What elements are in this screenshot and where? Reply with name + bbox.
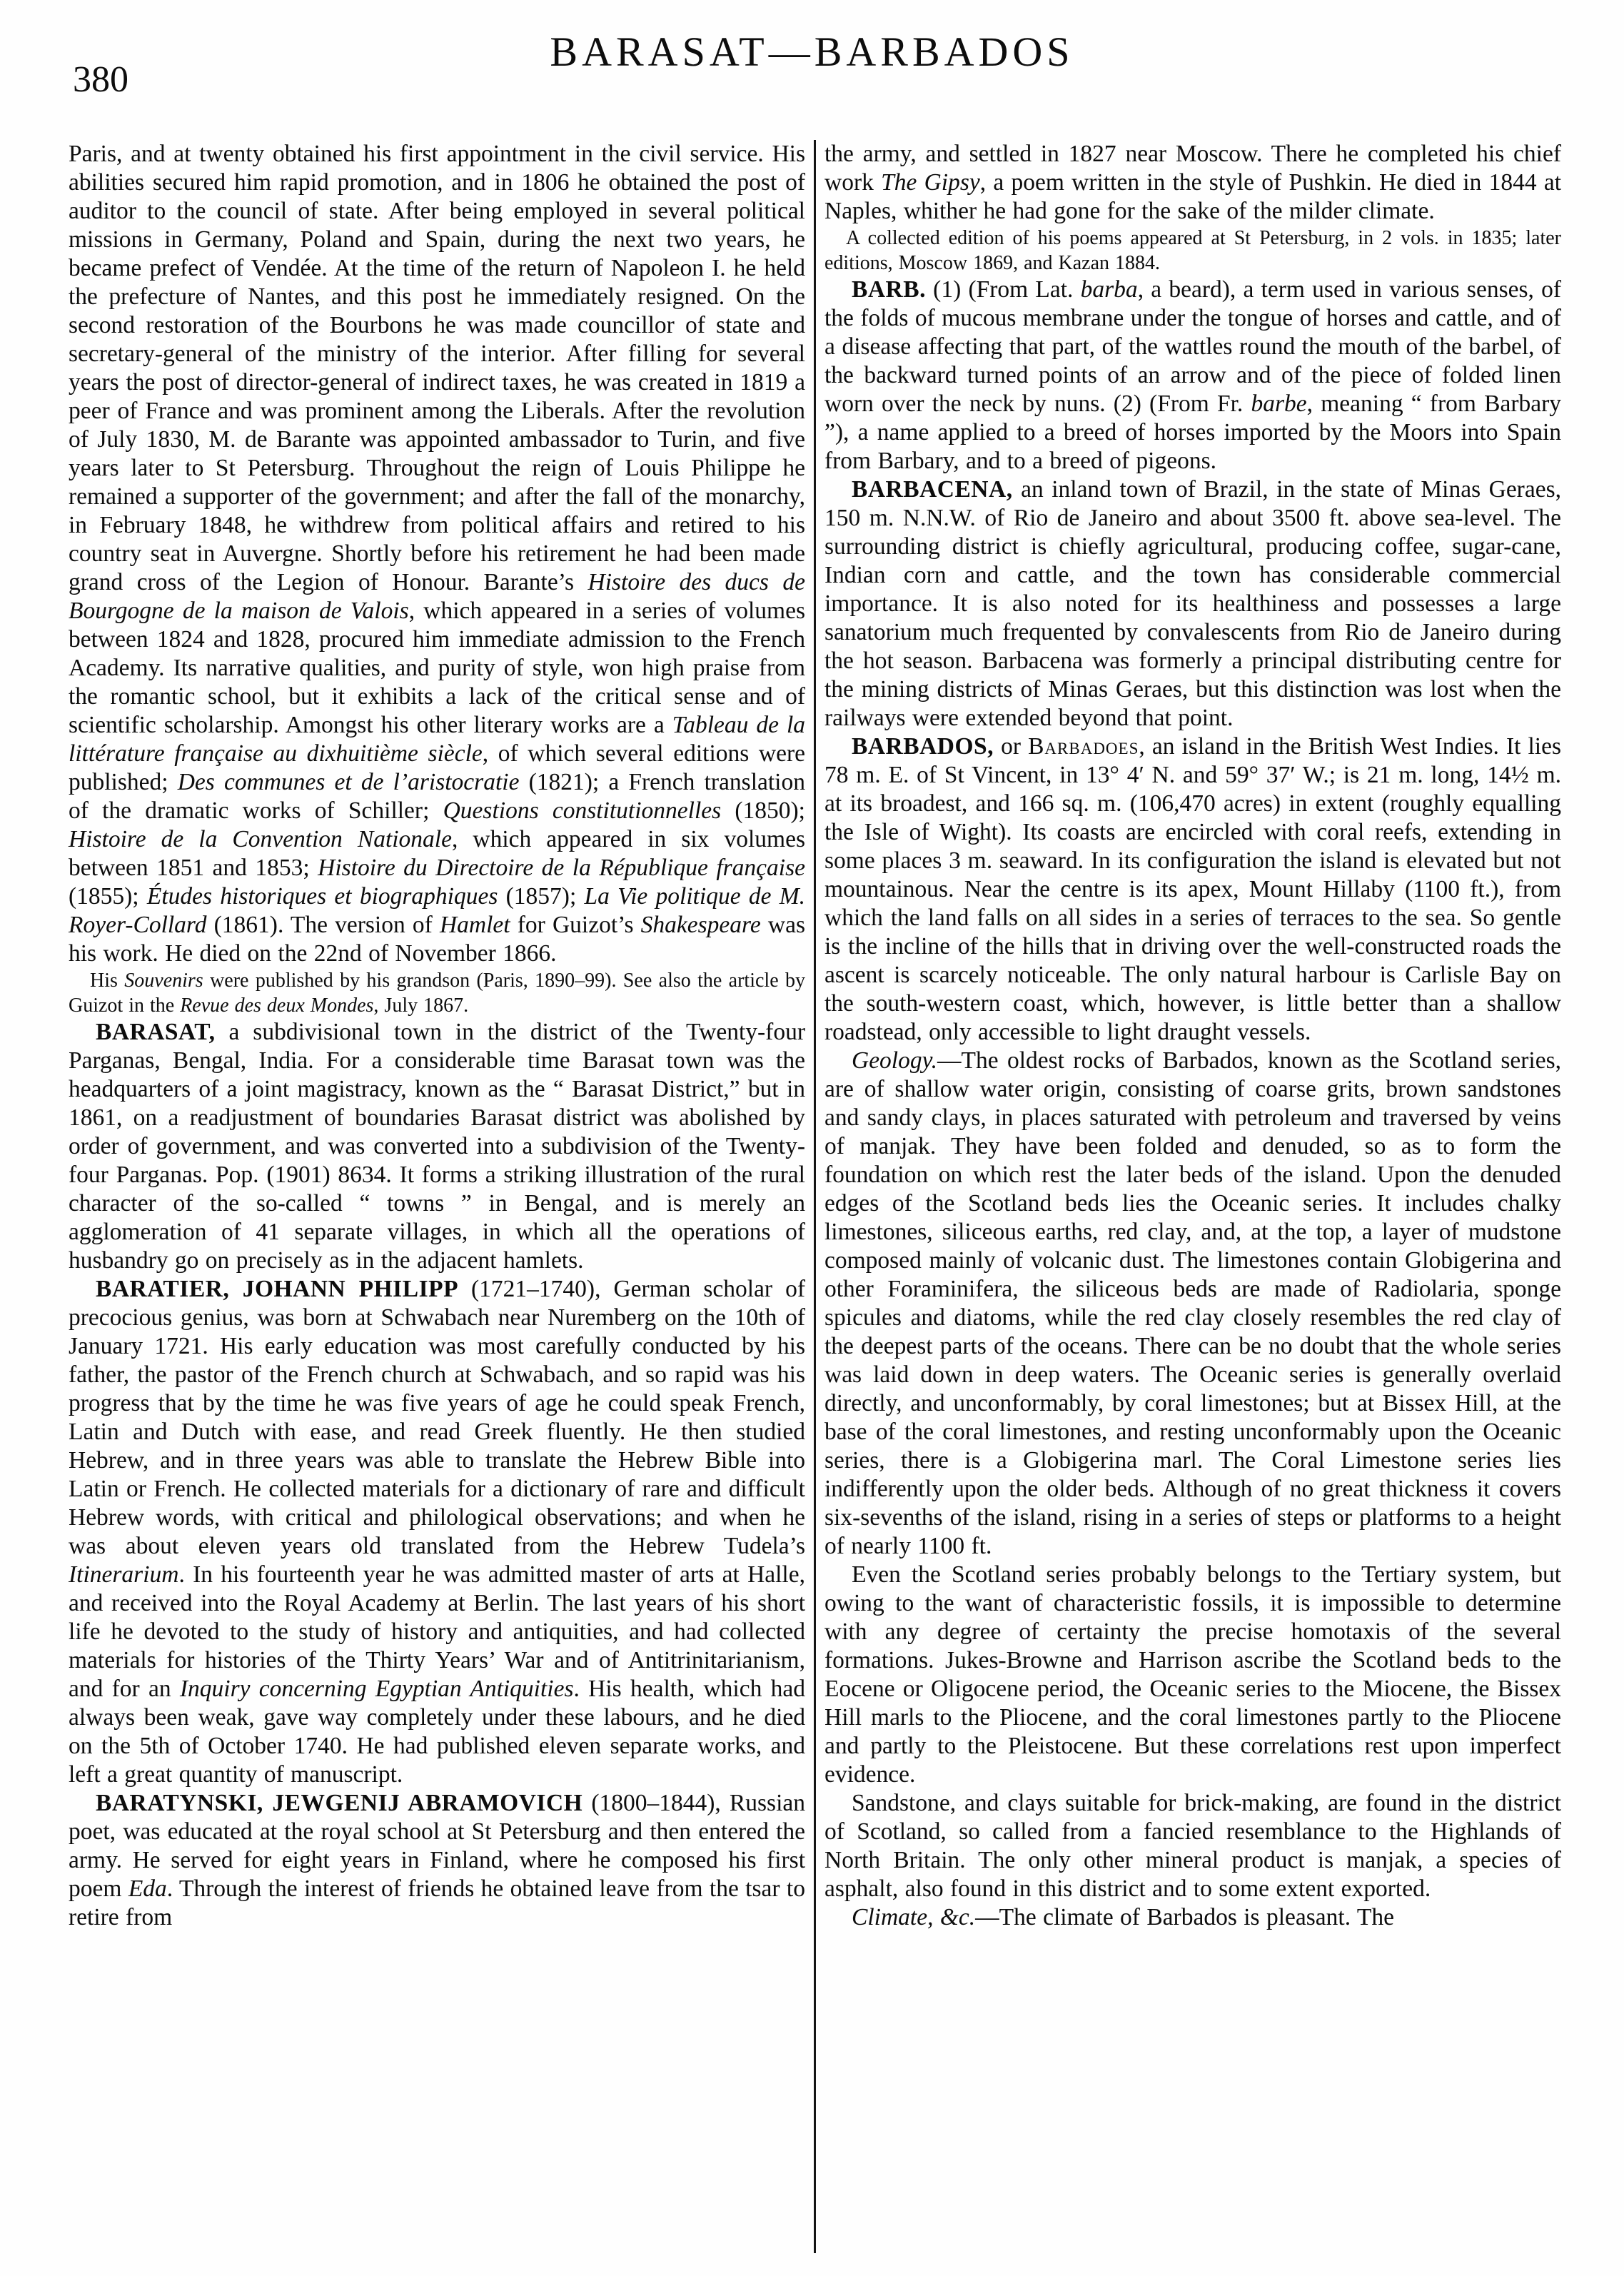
text-segment-plain: were published by his grandson (Paris, 1890–99). See also the article by Guizot in the bbox=[69, 970, 805, 1017]
text-segment-plain: , an island in the British West Indies. It lies 78 m. E. of St Vincent, in 13° 4′ N. and 59° 37′ W.; is 21 m. long, 14½ m. at its broadest, and 166 sq. m. (106,470 acres) in extent (roughly equalling the Isle of Wight). Its coasts are encircled with coral reefs, extending in some places 3 m. seaward. In its configuration the island is elevated but not mountainous. Near the centre is its apex, Mount Hillaby (1100 ft.), from which the land falls on all sides in a series of terraces to the sea. So gentle is the incline of the hills that in driving over the well-constructed roads the ascent is scarcely noticeable. The only natural harbour is Carlisle Bay on the south-western coast, which, however, is little better than a shallow roadstead, only accessible to light draught vessels. bbox=[824, 733, 1561, 1045]
page-header bbox=[0, 0, 1624, 140]
paragraph bbox=[69, 968, 805, 1018]
text-segment-plain: an inland town of Brazil, in the state of Minas Geraes, 150 m. N.N.W. of Rio de Janeiro and about 3500 ft. above sea-level. The surrounding district is chiefly agricultural, producing coffee, sugar-cane, Indian corn and cattle, and the town has considerable commercial importance. It is also noted for its healthiness and possesses a large sanatorium much frequented by convalescents from Rio de Janeiro during the hot season. Barbacena was formerly a principal distributing centre for the mining districts of Minas Geraes, but this distinction was lost when the railways were extended beyond that point. bbox=[824, 476, 1561, 731]
text-segment-plain: , which appeared in a series of volumes between 1824 and 1828, procured him immediate admission to the French Academy. Its narrative qualities, and purity of style, won high praise from the romantic school, but it exhibits a lack of the critical sense and of scientific scholarship. Amongst his other literary works are a bbox=[69, 598, 805, 738]
text-segment-plain: (1857); bbox=[498, 883, 585, 910]
text-segment-plain: —The climate of Barbados is pleasant. The bbox=[975, 1904, 1394, 1930]
text-segment-plain: the army, and settled in 1827 near Moscow. There he completed his chief work bbox=[824, 141, 1561, 196]
text-segment-bold: BARATYNSKI, JEWGENIJ ABRAMOVICH bbox=[96, 1790, 583, 1816]
text-segment-plain: A collected edition of his poems appeared at St Petersburg, in 2 vols. in 1835; later editions, Moscow 1869, and Kazan 1884. bbox=[824, 227, 1561, 274]
left-column bbox=[69, 140, 805, 2253]
text-segment-italic: Histoire de la Convention Nationale bbox=[69, 826, 452, 852]
text-segment-italic: Shakespeare bbox=[640, 912, 761, 938]
text-segment-italic: The Gipsy bbox=[881, 169, 980, 196]
paragraph bbox=[824, 1903, 1561, 1932]
text-segment-italic: Geology. bbox=[852, 1047, 938, 1074]
text-columns bbox=[0, 140, 1624, 2253]
text-segment-plain: . Through the interest of friends he obtained leave from the tsar to retire from bbox=[69, 1875, 805, 1930]
text-segment-italic: Questions constitutionnelles bbox=[443, 797, 722, 824]
text-segment-italic: Hamlet bbox=[439, 912, 510, 938]
paragraph bbox=[69, 140, 805, 968]
text-segment-plain: , which appeared in six volumes between 1851 and 1853; bbox=[69, 826, 805, 881]
text-segment-plain: (1) (From Lat. bbox=[925, 276, 1081, 303]
paragraph bbox=[824, 276, 1561, 475]
text-segment-italic: Souvenirs bbox=[124, 970, 203, 992]
paragraph bbox=[69, 1018, 805, 1275]
text-segment-plain: (1850); bbox=[721, 797, 805, 824]
text-segment-plain: for Guizot’s bbox=[510, 912, 641, 938]
text-segment-plain: , July 1867. bbox=[373, 995, 469, 1017]
text-segment-italic: Eda bbox=[128, 1875, 167, 1902]
paragraph bbox=[824, 1561, 1561, 1789]
paragraph bbox=[824, 1047, 1561, 1561]
paragraph bbox=[824, 226, 1561, 276]
text-segment-plain: , a beard), a term used in various senses, of the folds of mucous membrane under the tongue of horses and cattle, and of a disease affecting that part, of the wattles round the mouth of the barbel, of the backward turned points of an arrow and of the piece of folded linen worn over the neck by nuns. (2) (From Fr. bbox=[824, 276, 1562, 417]
text-segment-plain: (1855); bbox=[69, 883, 147, 910]
paragraph bbox=[69, 1275, 805, 1789]
text-segment-plain: Sandstone, and clays suitable for brick-making, are found in the district of Scotland, so called from a fancied resemblance to the Highlands of North Britain. The only other mineral product is manjak, a species of asphalt, also found in this district and to some extent exported. bbox=[824, 1790, 1561, 1902]
text-segment-italic: Études historiques et biographiques bbox=[146, 883, 498, 910]
text-segment-plain: a subdivisional town in the district of the Twenty-four Parganas, Bengal, India. For a considerable time Barasat town was the headquarters of a joint magistracy, known as the “ Barasat District,” but in 1861, on a readjustment of boundaries Barasat district was abolished by order of government, and was converted into a subdivision of the Twenty-four Parganas. Pop. (1901) 8634. It forms a striking illustration of the rural character of the so-called “ towns ” in Bengal, and is merely an agglomeration of 41 separate villages, in which all the operations of husbandry go on precisely as in the adjacent hamlets. bbox=[69, 1019, 805, 1274]
paragraph bbox=[824, 140, 1561, 226]
text-segment-plain: . His health, which had always been weak, gave way completely under these labours, and he died on the 5th of October 1740. He had published eleven separate works, and left a great quantity of manuscript. bbox=[69, 1676, 805, 1788]
text-segment-italic: barbe bbox=[1251, 391, 1307, 417]
text-segment-bold: BARB. bbox=[852, 276, 926, 303]
text-segment-plain: , a poem written in the style of Pushkin. He died in 1844 at Naples, whither he had gone for the sake of the milder climate. bbox=[824, 169, 1562, 224]
text-segment-plain: —The oldest rocks of Barbados, known as the Scotland series, are of shallow water origin, consisting of coarse grits, brown sandstones and sandy clays, in places saturated with petroleum and traversed by veins of manjak. They have been folded and denuded, so as to form the foundation on which rest the later beds of the island. Upon the denuded edges of the Scotland beds lies the Oceanic series. It includes chalky limestones, siliceous earths, red clay, and, at the top, a layer of mudstone composed mainly of volcanic dust. The limestones contain Globigerina and other Foraminifera, the siliceous beds are made of Radiolaria, sponge spicules and diatoms, while the red clay closely resembles the red clay of the deepest parts of the oceans. There can be no doubt that the whole series was laid down in deep waters. The Oceanic series is generally overlaid directly, and unconformably, by coral limestones; but at Bissex Hill, at the base of the coral limestones, and resting unconformably upon the Oceanic series, there is a Globigerina marl. The Coral Limestone series lies indifferently upon the older beds. Although of no great thickness it covers six-sevenths of the island, rising in a series of steps or platforms to a height of nearly 1100 ft. bbox=[824, 1047, 1561, 1559]
text-segment-bold: BARASAT, bbox=[96, 1019, 216, 1045]
page-title: BARASAT—BARBADOS bbox=[550, 29, 1074, 75]
text-segment-bold: BARBACENA, bbox=[852, 476, 1013, 503]
paragraph bbox=[824, 475, 1561, 732]
text-segment-plain: , meaning “ from Barbary ”), a name applied to a breed of horses imported by the Moors into Spain from Barbary, and to a breed of pigeons. bbox=[824, 391, 1562, 474]
text-segment-plain: (1721–1740), German scholar of precocious genius, was born at Schwabach near Nuremberg on the 10th of January 1721. His early education was most carefully conducted by his father, the pastor of the French church at Schwabach, and so rapid was his progress that by the time he was five years of age he could speak French, Latin and Dutch with ease, and read Greek fluently. He then studied Hebrew, and in three years was able to translate the Hebrew Bible into Latin or French. He collected materials for a dictionary of rare and difficult Hebrew words, with critical and philological observations; and when he was about eleven years old translated from the Hebrew Tudela’s bbox=[69, 1276, 805, 1559]
column-divider bbox=[814, 140, 816, 2253]
text-segment-plain: was his work. He died on the 22nd of November 1866. bbox=[69, 912, 805, 967]
text-segment-plain: Paris, and at twenty obtained his first appointment in the civil service. His abilities secured him rapid promotion, and in 1806 he obtained the post of auditor to the council of state. After being employed in several political missions in Germany, Poland and Spain, during the next two years, he became prefect of Vendée. At the time of the return of Napoleon I. he held the prefecture of Nantes, and this post he immediately resigned. On the second restoration of the Bourbons he was made councillor of state and secretary-general of the ministry of the interior. After filling for several years the post of director-general of indirect taxes, he was created in 1819 a peer of France and was prominent among the Liberals. After the revolution of July 1830, M. de Barante was appointed ambassador to Turin, and five years later to St Petersburg. Throughout the reign of Louis Philippe he remained a supporter of the government; and after the fall of the monarchy, in February 1848, he withdrew from political affairs and retired to his country seat in Auvergne. Shortly before his retirement he had been made grand cross of the Legion of Honour. Barante’s bbox=[69, 141, 805, 595]
text-segment-plain: His bbox=[90, 970, 125, 992]
text-segment-italic: Des communes et de l’aristocratie bbox=[177, 769, 520, 795]
text-segment-italic: barba bbox=[1080, 276, 1138, 303]
text-segment-plain: Even the Scotland series probably belongs to the Tertiary system, but owing to the want of characteristic fossils, it is impossible to determine with any degree of certainty the precise homotaxis of the several formations. Jukes-Browne and Harrison ascribe the Scotland beds to the Eocene or Oligocene period, the Oceanic series to the Miocene, the Bissex Hill marls to the Pliocene, and the coral limestones partly to the Pliocene and partly to the Pleistocene. But these correlations rest upon imperfect evidence. bbox=[824, 1561, 1561, 1788]
text-segment-italic: Inquiry concerning Egyptian Antiquities bbox=[179, 1676, 574, 1702]
text-segment-bold: BARBADOS, bbox=[852, 733, 994, 760]
paragraph bbox=[69, 1789, 805, 1932]
text-segment-italic: Revue des deux Mondes bbox=[180, 995, 374, 1017]
text-segment-italic: Histoire des ducs de Bourgogne de la maison de Valois bbox=[69, 569, 806, 624]
text-segment-italic: La Vie politique de M. Royer-Collard bbox=[69, 883, 805, 938]
text-segment-plain: (1800–1844), Russian poet, was educated at the royal school at St Petersburg and then entered the army. He served for eight years in Finland, where he composed his first poem bbox=[69, 1790, 805, 1902]
paragraph bbox=[824, 1789, 1561, 1903]
text-segment-smallcaps: Barbadoes bbox=[1028, 733, 1139, 760]
text-segment-italic: Tableau de la littérature française au dixhuitième siècle bbox=[69, 712, 805, 767]
page-number: 380 bbox=[73, 59, 128, 100]
text-segment-italic: Histoire du Directoire de la République française bbox=[318, 855, 805, 881]
text-segment-plain: . In his fourteenth year he was admitted master of arts at Halle, and received into the Royal Academy at Berlin. The last years of his short life he devoted to the study of history and antiquities, and had collected materials for histories of the Thirty Years’ War and of Antitrinitarianism, and for an bbox=[69, 1561, 805, 1702]
paragraph bbox=[824, 732, 1561, 1047]
text-segment-plain: (1821); a French translation of the dramatic works of Schiller; bbox=[69, 769, 805, 824]
text-segment-italic: Climate, &c. bbox=[852, 1904, 976, 1930]
text-segment-plain: or bbox=[994, 733, 1029, 760]
text-segment-plain: , of which several editions were published; bbox=[69, 740, 805, 795]
text-segment-plain: (1861). The version of bbox=[206, 912, 440, 938]
text-segment-italic: Itinerarium bbox=[69, 1561, 179, 1588]
right-column bbox=[824, 140, 1561, 2253]
text-segment-bold: BARATIER, JOHANN PHILIPP bbox=[96, 1276, 459, 1302]
